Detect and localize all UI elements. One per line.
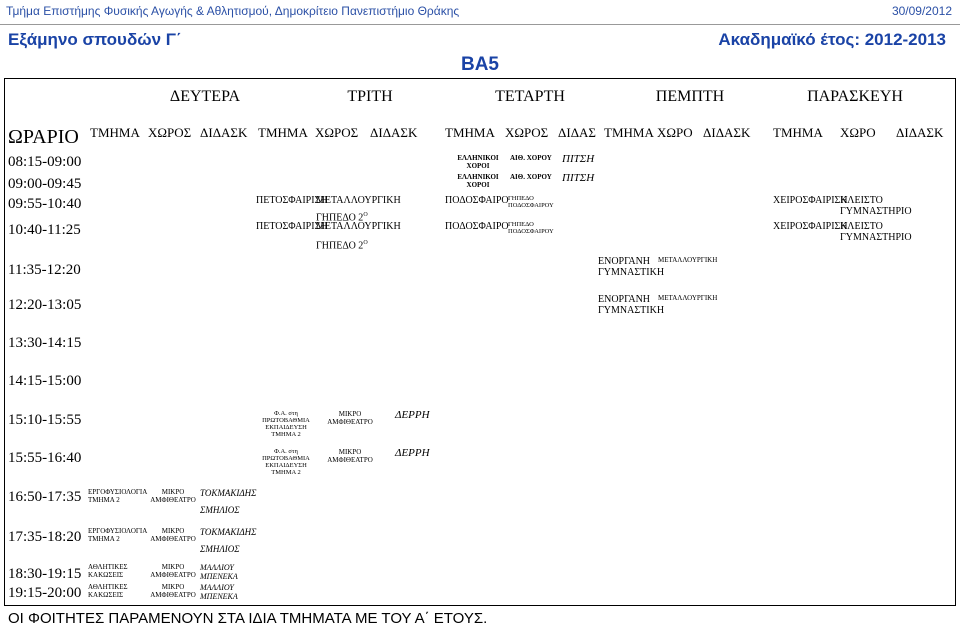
col-header: ΔΙΔΑΣΚ (896, 125, 944, 140)
cell-dept: Φ.Α. στη ΠΡΩΤΟΒΑΘΜΙΑ ΕΚΠΑΙΔΕΥΣΗ ΤΜΗΜΑ 2 (262, 410, 310, 438)
col-header: ΧΩΡΟΣ (148, 125, 192, 140)
cell-dept: Φ.Α. στη ΠΡΩΤΟΒΑΘΜΙΑ ΕΚΠΑΙΔΕΥΣΗ ΤΜΗΜΑ 2 (262, 448, 310, 476)
cell-dept: ΕΡΓΟΦΥΣΙΟΛΟΓΙΑ ΤΜΗΜΑ 2 (88, 527, 147, 543)
cell-dept: ΕΛΛΗΝΙΚΟΙ ΧΟΡΟΙ (457, 173, 499, 189)
col-header: ΧΩΡΟ (657, 125, 693, 140)
col-header: ΧΩΡΟΣ (315, 125, 359, 140)
day-friday: ΠΑΡΑΣΚΕΥΗ (807, 88, 903, 105)
header-strip (0, 0, 960, 25)
time-slot: 13:30-14:15 (8, 335, 82, 351)
col-header: ΧΩΡΟΣ (505, 125, 549, 140)
time-slot: 15:55-16:40 (8, 450, 82, 466)
col-header: ΔΙΔΑΣΚ (370, 125, 418, 140)
cell-dept: ΕΝΟΡΓΑΝΗ ΓΥΜΝΑΣΤΙΚΗ (598, 294, 665, 316)
time-slot: 08:15-09:00 (8, 154, 82, 170)
cell-dept: ΠΕΤΟΣΦΑΙΡΙΣΗ (256, 221, 328, 232)
col-header: ΧΩΡΟ (840, 125, 876, 140)
cell-room: ΜΙΚΡΟ ΑΜΦΙΘΕΑΤΡΟ (150, 563, 196, 579)
cell-room: ΜΙΚΡΟ ΑΜΦΙΘΕΑΤΡΟ (327, 410, 373, 426)
semester-label: Εξάμηνο σπουδών Γ΄ (8, 30, 182, 49)
cell-room: ΑΙΘ. ΧΟΡΟΥ (510, 154, 552, 162)
room-title: BA5 (460, 54, 499, 75)
col-header: ΔΙΔΑΣΚ (703, 125, 751, 140)
orario-label: ΩΡΑΡΙΟ (8, 126, 79, 148)
academic-year-label: Ακαδημαϊκό έτος: 2012-2013 (718, 30, 946, 49)
cell-teacher: ΜΑΛΛΙΟΥ ΜΠΕΝΕΚΑ (200, 563, 238, 581)
cell-teacher: ΠΙΤΣΗ (562, 153, 595, 165)
footer-note: ΟΙ ΦΟΙΤΗΤΕΣ ΠΑΡΑΜΕΝΟΥΝ ΣΤΑ ΙΔΙΑ ΤΜΗΜΑΤΑ ΜΕ ΤΟΥ Α΄ ΕΤΟΥΣ. (8, 610, 488, 627)
cell-teacher: ΔΕΡΡΗ (395, 447, 430, 459)
time-slot: 10:40-11:25 (8, 222, 81, 238)
cell-teacher: ΣΜΗΛΙΟΣ (200, 544, 240, 554)
cell-teacher: ΜΑΛΛΙΟΥ ΜΠΕΝΕΚΑ (200, 583, 238, 601)
cell-teacher: ΤΟΚΜΑΚΙΔΗΣ (200, 527, 257, 537)
time-slot: 12:20-13:05 (8, 297, 82, 313)
cell-dept: ΧΕΙΡΟΣΦΑΙΡΙΣΗ (773, 195, 848, 206)
day-thursday: ΠΕΜΠΤΗ (655, 88, 725, 105)
day-tuesday: ΤΡΙΤΗ (347, 88, 393, 105)
cell-room2: ΓΗΠΕΔΟ $2^O$ (316, 212, 368, 224)
col-header: ΤΜΗΜΑ (258, 125, 308, 140)
cell-room2: ΓΗΠΕΔΟ $2^O$ (316, 240, 368, 252)
time-slot: 09:55-10:40 (8, 196, 82, 212)
cell-room: ΜΙΚΡΟ ΑΜΦΙΘΕΑΤΡΟ (150, 527, 196, 543)
cell-teacher: ΔΕΡΡΗ (395, 409, 430, 421)
cell-dept: ΕΡΓΟΦΥΣΙΟΛΟΓΙΑ ΤΜΗΜΑ 2 (88, 488, 147, 504)
cell-teacher: ΤΟΚΜΑΚΙΔΗΣ (200, 488, 257, 498)
cell-dept: ΧΕΙΡΟΣΦΑΙΡΙΣΗ (773, 221, 848, 232)
col-header: ΔΙΔΑΣΚ (200, 125, 248, 140)
day-monday: ΔΕΥΤΕΡΑ (169, 88, 241, 105)
time-slot: 15:10-15:55 (8, 412, 82, 428)
col-header: ΤΜΗΜΑ (90, 125, 140, 140)
time-slot: 16:50-17:35 (8, 489, 82, 505)
cell-dept: ΠΟΔΟΣΦΑΙΡΟ (445, 221, 509, 232)
time-slot: 14:15-15:00 (8, 373, 82, 389)
col-header: ΔΙΔΑΣ (558, 125, 597, 140)
time-slot: 19:15-20:00 (8, 585, 82, 601)
col-header: ΤΜΗΜΑ (445, 125, 495, 140)
cell-room: ΜΙΚΡΟ ΑΜΦΙΘΕΑΤΡΟ (327, 448, 373, 464)
time-slot: 11:35-12:20 (8, 262, 81, 278)
cell-dept: ΕΛΛΗΝΙΚΟΙ ΧΟΡΟΙ (457, 154, 499, 170)
cell-room: ΜΙΚΡΟ ΑΜΦΙΘΕΑΤΡΟ (150, 583, 196, 599)
cell-room: ΜΕΤΑΛΛΟΥΡΓΙΚΗ (316, 195, 401, 206)
time-slot: 17:35-18:20 (8, 529, 82, 545)
print-date: 30/09/2012 (891, 4, 952, 18)
cell-dept: ΑΘΛΗΤΙΚΕΣ ΚΑΚΩΣΕΙΣ (88, 583, 128, 599)
cell-teacher: ΣΜΗΛΙΟΣ (200, 505, 240, 515)
cell-dept: ΕΝΟΡΓΑΝΗ ΓΥΜΝΑΣΤΙΚΗ (598, 256, 665, 278)
cell-room: ΓΗΠΕΔΟ ΠΟΔΟΣΦΑΙΡΟΥ (508, 195, 554, 209)
col-header: ΤΜΗΜΑ (604, 125, 654, 140)
time-slot: 09:00-09:45 (8, 176, 82, 192)
cell-room: ΜΙΚΡΟ ΑΜΦΙΘΕΑΤΡΟ (150, 488, 196, 504)
cell-room: ΜΕΤΑΛΛΟΥΡΓΙΚΗ (658, 256, 718, 264)
cell-room: ΜΕΤΑΛΛΟΥΡΓΙΚΗ (316, 221, 401, 232)
cell-room: ΜΕΤΑΛΛΟΥΡΓΙΚΗ (658, 294, 718, 302)
cell-dept: ΠΟΔΟΣΦΑΙΡΟ (445, 195, 509, 206)
department-name: Τμήμα Επιστήμης Φυσικής Αγωγής & Αθλητισμού, Δημοκρίτειο Πανεπιστήμιο Θράκης (6, 4, 460, 18)
col-header: ΤΜΗΜΑ (773, 125, 823, 140)
day-wednesday: ΤΕΤΑΡΤΗ (495, 88, 565, 105)
cell-dept: ΠΕΤΟΣΦΑΙΡΙΣΗ (256, 195, 328, 206)
cell-room: ΑΙΘ. ΧΟΡΟΥ (510, 173, 552, 181)
cell-room: ΚΛΕΙΣΤΟ ΓΥΜΝΑΣΤΗΡΙΟ (840, 221, 912, 243)
time-slot: 18:30-19:15 (8, 566, 82, 582)
cell-teacher: ΠΙΤΣΗ (562, 172, 595, 184)
cell-dept: ΑΘΛΗΤΙΚΕΣ ΚΑΚΩΣΕΙΣ (88, 563, 128, 579)
cell-room: ΓΗΠΕΔΟ ΠΟΔΟΣΦΑΙΡΟΥ (508, 221, 554, 235)
cell-room: ΚΛΕΙΣΤΟ ΓΥΜΝΑΣΤΗΡΙΟ (840, 195, 912, 217)
